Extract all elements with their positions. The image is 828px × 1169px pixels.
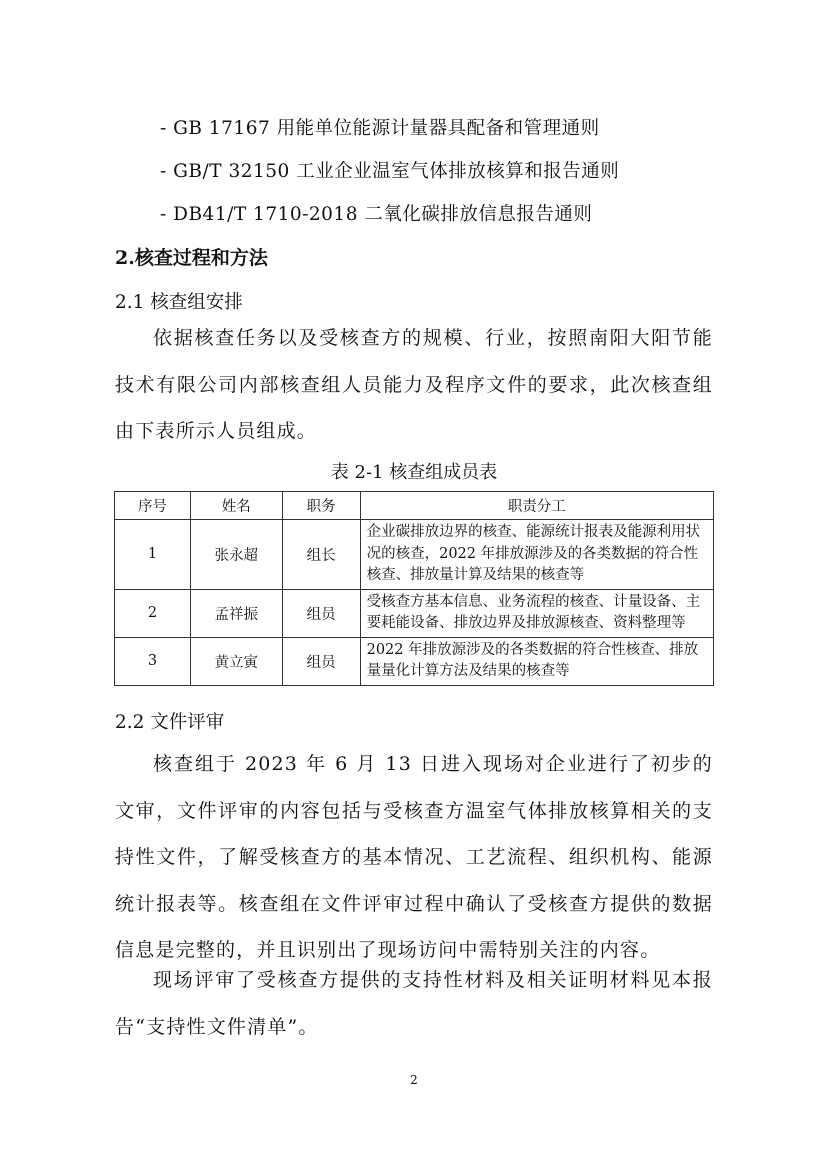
cell-name: 黄立寅 (190, 637, 282, 685)
cell-name: 张永超 (190, 520, 282, 590)
header-role: 职务 (282, 492, 360, 520)
cell-role: 组员 (282, 589, 360, 637)
cell-no: 2 (115, 589, 191, 637)
header-no: 序号 (115, 492, 191, 520)
cell-duty: 企业碳排放边界的核查、能源统计报表及能源利用状况的核查，2022 年排放源涉及的各类数据的符合性核查、排放量计算及结果的核查等 (360, 520, 713, 590)
table-row (115, 637, 714, 685)
paragraph-onsite-review: 现场评审了受核查方提供的支持性材料及相关证明材料见本报告“支持性文件清单”。 (115, 969, 713, 1038)
cell-role: 组员 (282, 637, 360, 685)
standard-item-gbt32150: - GB/T 32150 工业企业温室气体排放核算和报告通则 (160, 161, 620, 182)
table-row (115, 520, 714, 590)
header-name: 姓名 (190, 492, 282, 520)
section-heading-verification-process: 2.核查过程和方法 (115, 247, 268, 269)
table-caption: 表 2-1 核查组成员表 (330, 462, 498, 483)
cell-role: 组长 (282, 520, 360, 590)
cell-duty: 2022 年排放源涉及的各类数据的符合性核查、排放量量化计算方法及结果的核查等 (360, 637, 713, 685)
standard-item-gb17167: - GB 17167 用能单位能源计量器具配备和管理通则 (160, 118, 600, 139)
table-row (115, 589, 714, 637)
cell-name: 孟祥振 (190, 589, 282, 637)
page-number: 2 (410, 1073, 418, 1087)
cell-no: 3 (115, 637, 191, 685)
paragraph-team-arrangement: 依据核查任务以及受核查方的规模、行业，按照南阳大阳节能技术有限公司内部核查组人员能力及程序文件的要求，此次核查组由下表所示人员组成。 (115, 327, 713, 442)
paragraph-document-review: 核查组于 2023 年 6 月 13 日进入现场对企业进行了初步的文审，文件评审的内容包括与受核查方温室气体排放核算相关的支持性文件，了解受核查方的基本情况、工艺流程、组织机构、能源统计报表等。核查组在文件评审过程中确认了受核查方提供的数据信息是完整的，并且识别出了现场访问中需特别关注的内容。 (115, 753, 713, 961)
standard-item-db41t1710: - DB41/T 1710-2018 二氧化碳排放信息报告通则 (160, 204, 593, 225)
table-header-row (115, 492, 714, 520)
header-duty: 职责分工 (360, 492, 713, 520)
subsection-heading-team-arrangement: 2.1 核查组安排 (115, 292, 243, 313)
team-members-table (114, 491, 714, 686)
subsection-heading-document-review: 2.2 文件评审 (115, 712, 225, 733)
cell-duty: 受核查方基本信息、业务流程的核查、计量设备、主要耗能设备、排放边界及排放源核查、资料整理等 (360, 589, 713, 637)
cell-no: 1 (115, 520, 191, 590)
